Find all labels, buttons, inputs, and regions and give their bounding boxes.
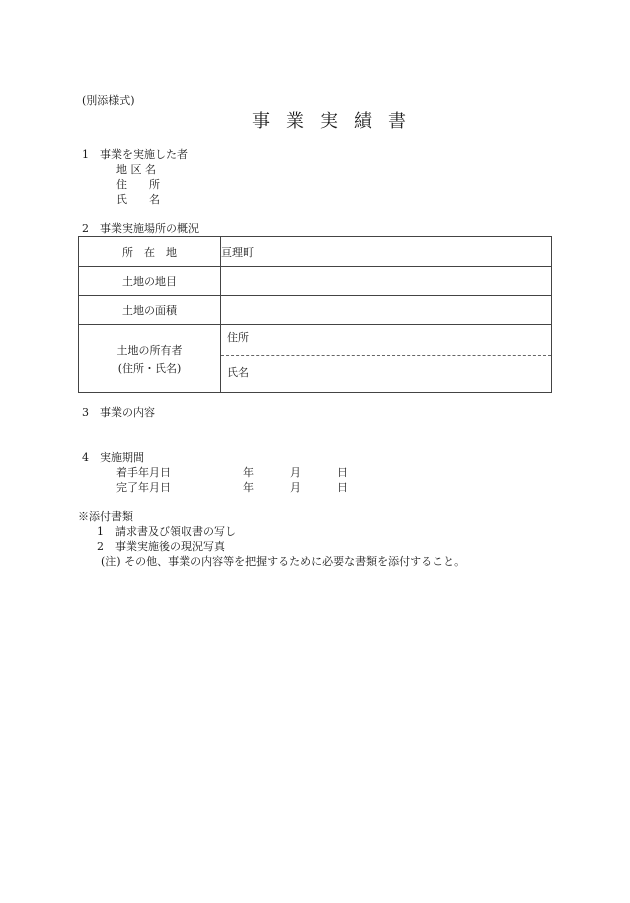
end-year: 年 (243, 481, 254, 494)
table-row (79, 325, 552, 393)
owner-divider (221, 355, 551, 356)
section3-heading: 3 事業の内容 (82, 406, 155, 419)
title-char: 事 (252, 111, 270, 132)
site-overview-table (78, 236, 552, 393)
location-value[interactable]: 亘理町 (221, 237, 552, 267)
section2-heading: 2 事業実施場所の概況 (82, 222, 199, 235)
table-row (79, 267, 552, 296)
section1-name: 氏 名 (116, 193, 160, 206)
table-row (79, 296, 552, 325)
end-date-label: 完了年月日 (116, 481, 171, 494)
land-area-label: 土地の面積 (79, 296, 221, 325)
document-title (252, 112, 406, 132)
start-month: 月 (290, 466, 301, 479)
attachment-item: 2 事業実施後の現況写真 (97, 540, 225, 553)
start-day: 日 (337, 466, 348, 479)
end-day: 日 (337, 481, 348, 494)
title-char: 実 (320, 111, 338, 132)
section4-heading: 4 実施期間 (82, 451, 144, 464)
land-category-label: 土地の地目 (79, 267, 221, 296)
section1-district: 地 区 名 (116, 163, 156, 176)
title-char: 書 (388, 111, 406, 132)
start-year: 年 (243, 466, 254, 479)
start-date-label: 着手年月日 (116, 466, 171, 479)
table-row (79, 237, 552, 267)
title-char: 績 (354, 111, 372, 132)
attachments-heading: ※添付書類 (78, 510, 133, 523)
land-category-value[interactable] (221, 267, 552, 296)
section1-heading: 1 事業を実施した者 (82, 148, 188, 161)
owner-value-cell (221, 325, 552, 393)
attachment-item: 1 請求書及び領収書の写し (97, 525, 236, 538)
location-label: 所 在 地 (79, 237, 221, 267)
owner-address-label[interactable]: 住所 (227, 330, 249, 344)
owner-name-label[interactable]: 氏名 (227, 365, 249, 379)
title-char: 業 (286, 111, 304, 132)
land-area-value[interactable] (221, 296, 552, 325)
attachments-note: (注) その他、事業の内容等を把握するために必要な書類を添付すること。 (101, 555, 466, 568)
owner-label (79, 325, 221, 393)
owner-label-line1: 土地の所有者 (116, 343, 183, 357)
form-label: (別添様式) (82, 94, 135, 107)
section1-address: 住 所 (116, 178, 160, 191)
end-month: 月 (290, 481, 301, 494)
owner-label-line2: (住所・氏名) (117, 361, 182, 375)
